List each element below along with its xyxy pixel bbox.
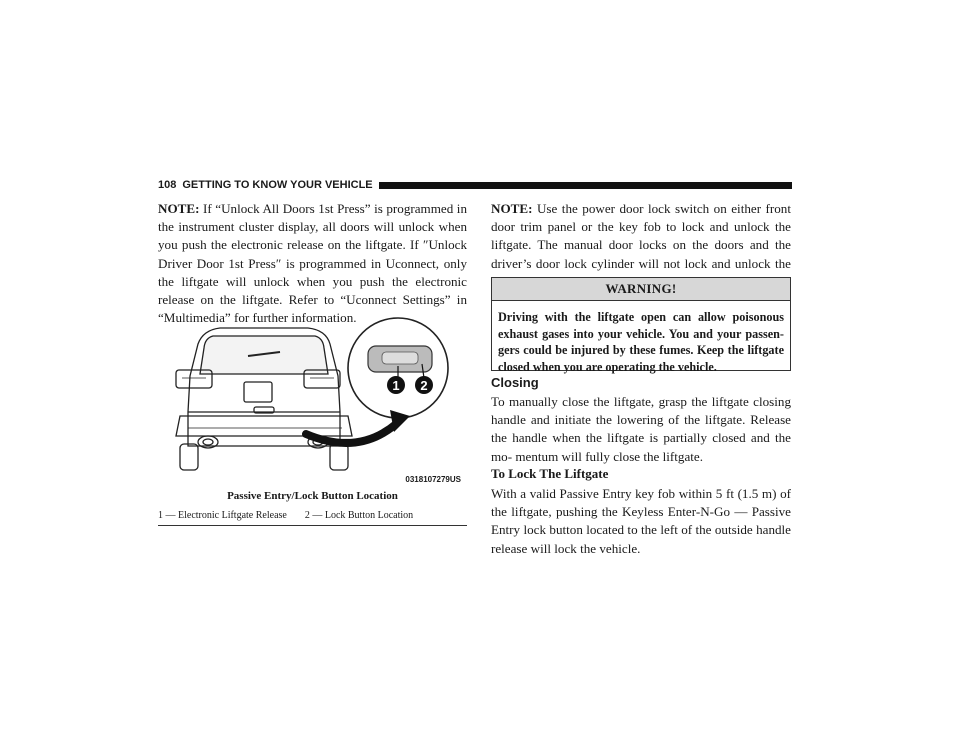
caption-item: 1 — Electronic Liftgate Release — [158, 510, 287, 521]
note-label: NOTE: — [158, 201, 200, 216]
figure-title: Passive Entry/Lock Button Location — [227, 490, 398, 502]
note-text: If “Unlock All Doors 1st Press” is programmed in the instrument cluster display, all doors will unlock when you push the electronic release on the liftgate. If ″Unlock Driver Door 1st Press″ is programmed in Uconnect, only the liftgate will unlock when you push the electronic release on the liftgate. Refer to “Uconnect Settings” in “Multimedia” for further information. — [158, 201, 467, 326]
left-note — [158, 200, 467, 327]
lock-text: With a valid Passive Entry key fob within 5 ft (1.5 m) of the liftgate, pushing the Keyless Enter-N-Go — Passive Entry lock button located to the left of the outside handle release will lock the vehicle. — [491, 486, 791, 556]
liftgate-illustration — [158, 316, 467, 486]
figure-code: 0318107279US — [405, 475, 461, 484]
note-text: Use the power door lock switch on either front door trim panel or the key fob to lock and unlock the liftgate. The manual door locks on the doors and the driver’s door lock cylinder will not lock and unlock the — [491, 201, 791, 271]
note-label: NOTE: — [491, 201, 533, 216]
vehicle-rear-drawing — [158, 316, 467, 486]
lock-heading: To Lock The Liftgate — [491, 466, 609, 481]
warning-box — [491, 277, 791, 374]
warning-title: WARNING! — [492, 278, 790, 301]
page-header — [158, 178, 792, 192]
closing-heading: Closing — [491, 375, 539, 390]
warning-text: Driving with the liftgate open can allow poisonous exhaust gases into your vehicle. You and your passen- gers could be injured by these fumes. Keep the liftgate closed when you are operating the vehicle. — [498, 310, 784, 374]
figure-captions — [158, 510, 467, 521]
page-number: 108 — [158, 179, 177, 191]
section-title: GETTING TO KNOW YOUR VEHICLE — [182, 179, 373, 191]
header-rule — [379, 182, 792, 189]
callout-2: 2 — [420, 378, 428, 393]
closing-text: To manually close the liftgate, grasp the liftgate closing handle and initiate the lowering of the liftgate. Release the handle when the liftgate is partially closed and the mo- mentum will fully close the liftgate. — [491, 394, 791, 464]
callout-1: 1 — [392, 378, 400, 393]
caption-item: 2 — Lock Button Location — [304, 510, 414, 521]
figure-rule — [158, 525, 467, 526]
